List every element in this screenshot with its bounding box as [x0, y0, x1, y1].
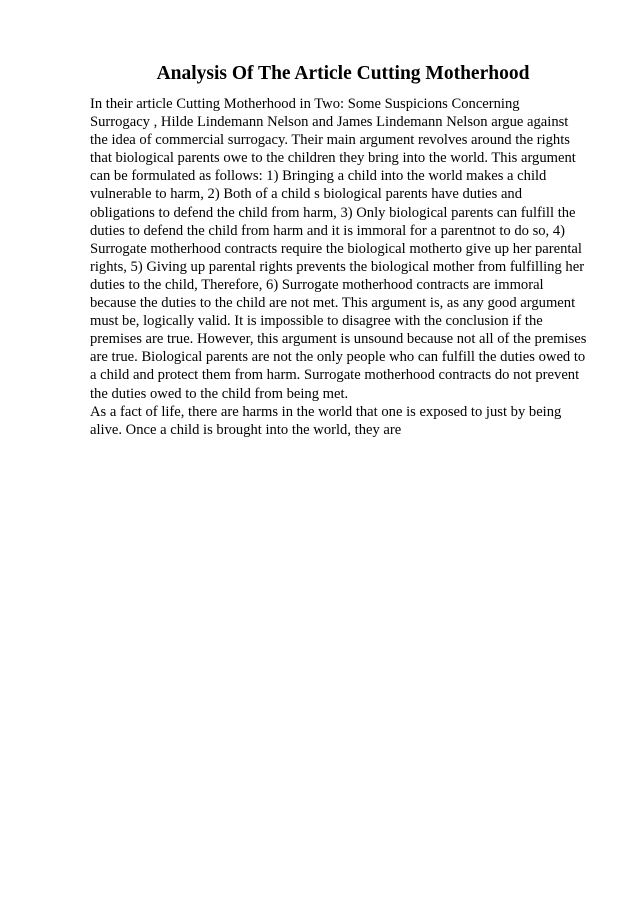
body-line: vulnerable to harm, 2) Both of a child s biological parents have duties and — [90, 186, 523, 203]
body-line: duties to defend the child from harm and it is immoral for a parentnot to do so, 4) — [90, 222, 565, 239]
body-line: the idea of commercial surrogacy. Their main argument revolves around the rights — [90, 132, 570, 149]
body-line: Surrogate motherhood contracts require the biological motherto give up her parental — [90, 240, 582, 257]
body-line: alive. Once a child is brought into the world, they are — [90, 421, 402, 438]
body-line: As a fact of life, there are harms in the world that one is exposed to just by being — [90, 403, 562, 420]
body-line: In their article Cutting Motherhood in Two: Some Suspicions Concerning — [90, 96, 520, 112]
body-line: rights, 5) Giving up parental rights prevents the biological mother from fulfilling her — [90, 258, 585, 275]
body-line: are true. Biological parents are not the only people who can fulfill the duties owed to — [90, 349, 586, 366]
body-line: Surrogacy , Hilde Lindemann Nelson and James Lindemann Nelson argue against — [90, 114, 569, 131]
document-body — [90, 95, 600, 439]
body-line: can be formulated as follows: 1) Bringing a child into the world makes a child — [90, 168, 547, 185]
body-line: that biological parents owe to the children they bring into the world. This argument — [90, 150, 576, 167]
body-line: the duties owed to the child from being met. — [90, 385, 349, 402]
body-line: a child and protect them from harm. Surrogate motherhood contracts do not prevent — [90, 367, 580, 384]
body-line: premises are true. However, this argument is unsound because not all of the premises — [90, 331, 587, 348]
body-line: must be, logically valid. It is impossible to disagree with the conclusion if the — [90, 313, 543, 330]
body-line: duties to the child, Therefore, 6) Surrogate motherhood contracts are immoral — [90, 276, 544, 293]
body-line: because the duties to the child are not met. This argument is, as any good argument — [90, 295, 576, 312]
document-title: Analysis Of The Article Cutting Motherhood — [156, 63, 530, 84]
body-line: obligations to defend the child from harm, 3) Only biological parents can fulfill the — [90, 204, 576, 221]
